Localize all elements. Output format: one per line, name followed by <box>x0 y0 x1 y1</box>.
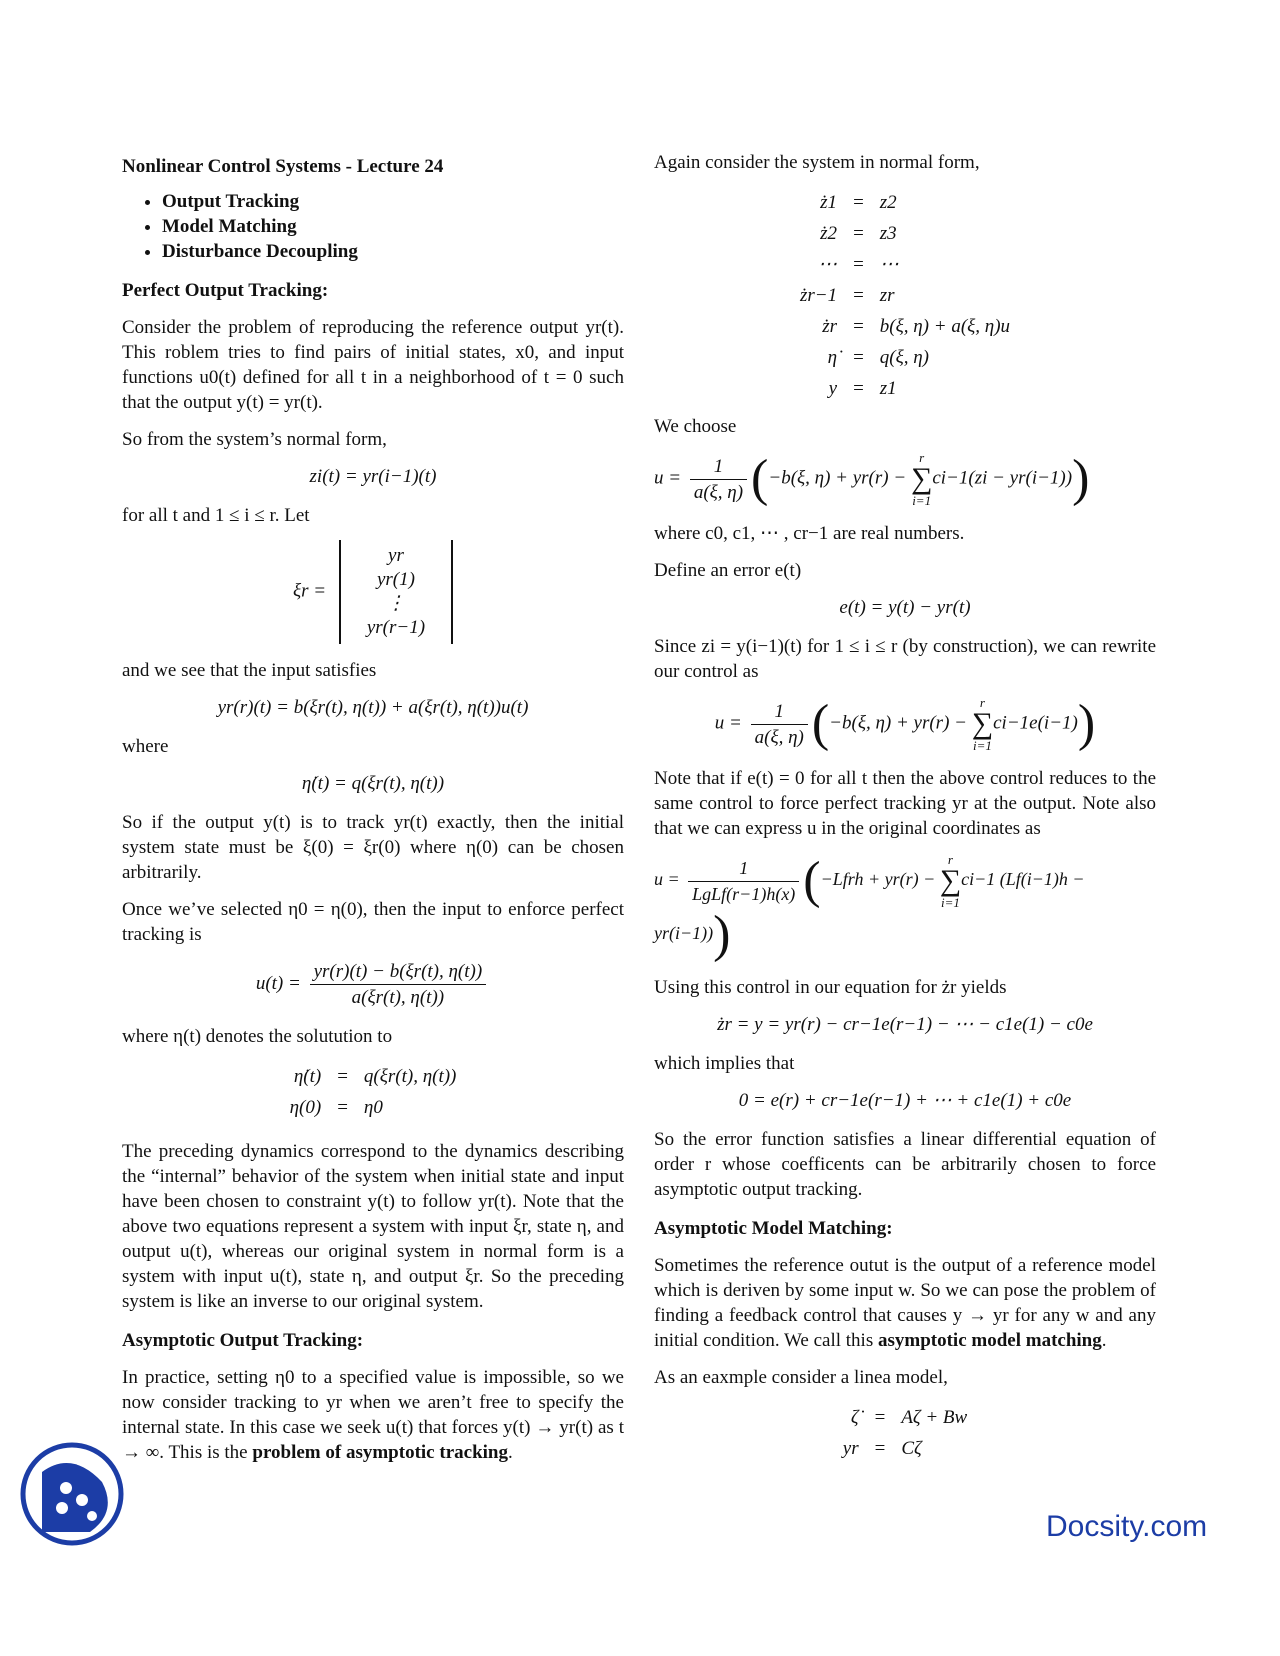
left-paren: ( <box>803 852 821 909</box>
eq-sign: = <box>874 1407 886 1428</box>
eq-sign: = <box>337 1066 348 1087</box>
eq-right: Cζ <box>901 1438 922 1459</box>
lecture-title: Nonlinear Control Systems - Lecture 24 <box>122 156 444 177</box>
topic-item: • Output Tracking <box>162 189 624 214</box>
control-law-equation <box>654 451 1156 507</box>
fraction <box>688 856 799 907</box>
denominator: a(ξ, η) <box>754 726 804 748</box>
paragraph <box>654 1253 1156 1353</box>
paragraph: Since zi = y(i−1)(t) for 1 ≤ i ≤ r (by construction), we can rewrite our control as <box>654 636 1156 682</box>
paragraph: and we see that the input satisfies <box>122 660 377 681</box>
paragraph: Define an error e(t) <box>654 560 802 581</box>
matrix-row: yr(r−1) <box>366 617 426 638</box>
equation-row <box>792 187 1018 218</box>
eq-lhs: u = <box>714 712 742 734</box>
paragraph: which implies that <box>654 1053 795 1074</box>
eq-sign: = <box>853 316 864 337</box>
eq-right: b(ξ, η) + a(ξ, η)u <box>879 316 1011 337</box>
equation: zi(t) = yr(i−1)(t) <box>309 466 437 487</box>
summation <box>972 696 993 752</box>
paragraph: Consider the problem of reproducing the reference output yr(t). This roblem tries to find pairs of initial states, x0, and input functions u0(t) defined for all t in a neighborhood of t = 0 such that the output y(t) = yr(t). <box>122 317 624 413</box>
eq-term: −Lfrh + yr(r) − <box>820 869 936 890</box>
denominator: a(ξr(t), η(t)) <box>351 987 445 1008</box>
eq-left: żr <box>822 316 838 337</box>
eq-sign: = <box>853 347 864 368</box>
eq-term: ci−1(zi − yr(i−1)) <box>932 467 1073 489</box>
numerator: yr(r)(t) − b(ξr(t), η(t)) <box>310 959 487 985</box>
paragraph: Note that if e(t) = 0 for all t then the above control reduces to the same control to force perfect tracking yr at the output. Note also that we can express u in the original coordinates as <box>654 768 1156 839</box>
eq-lhs: u(t) = <box>255 972 301 994</box>
docsity-brand[interactable]: Docsity.com <box>1046 1510 1208 1543</box>
left-paren: ( <box>811 695 830 752</box>
equation: żr = y = yr(r) − cr−1e(r−1) − ⋯ − c1e(1) − c0e <box>717 1014 1093 1035</box>
eq-right: zr <box>879 285 895 306</box>
paragraph: The preceding dynamics correspond to the dynamics describing the “internal” behavior of the system when initial state and input have been chosen to constraint y(t) to follow yr(t). Note that the above two equations represent a system with input ξr, state η, and output u(t), whereas our original system in normal form is a system with input u(t), state η, and output ξr. So the preceding system is like an inverse to our original system. <box>122 1141 624 1312</box>
paragraph: where c0, c1, ⋯ , cr−1 are real numbers. <box>654 523 965 544</box>
eq-right: q(ξr(t), η(t)) <box>363 1066 457 1087</box>
equation: 0 = e(r) + cr−1e(r−1) + ⋯ + c1e(1) + c0e <box>738 1090 1072 1111</box>
eq-left: ż2 <box>820 223 838 244</box>
paragraph-end: . <box>1101 1330 1107 1351</box>
sum-lower: i=1 <box>972 738 992 753</box>
equation-row <box>792 280 1018 311</box>
sum-lower: i=1 <box>941 895 960 910</box>
eq-sign: = <box>853 285 864 306</box>
eq-left: η̇(t) <box>293 1066 322 1087</box>
equation-row <box>835 1402 975 1433</box>
paragraph: We choose <box>654 416 737 437</box>
eq-sign: = <box>853 254 864 275</box>
eq-right: ⋯ <box>879 254 899 275</box>
equation: yr(r)(t) = b(ξr(t), η(t)) + a(ξr(t), η(t))u(t) <box>217 697 529 718</box>
topic-item: • Model Matching <box>162 214 624 239</box>
paragraph: for all t and 1 ≤ i ≤ r. Let <box>122 505 310 526</box>
sum-lower: i=1 <box>912 493 932 508</box>
linear-model-system <box>835 1402 975 1464</box>
denominator: a(ξ, η) <box>693 481 744 503</box>
equation-row <box>792 311 1018 342</box>
paragraph <box>122 1365 624 1465</box>
equation-row <box>282 1061 465 1092</box>
eq-right: q(ξ, η) <box>879 347 929 368</box>
sum-upper: r <box>919 450 925 465</box>
eq-right: Aζ + Bw <box>901 1407 968 1428</box>
paragraph: So if the output y(t) is to track yr(t) exactly, then the initial system state must be ξ(0) = ξr(0) where η(0) can be chosen arbitrarily. <box>122 812 624 883</box>
paragraph: As an eaxmple consider a linea model, <box>654 1367 948 1388</box>
eq-right: z1 <box>879 378 897 399</box>
sum-upper: r <box>979 695 985 710</box>
bold-term: asymptotic model matching <box>877 1330 1102 1351</box>
eq-left: yr <box>842 1438 859 1459</box>
equation-row <box>792 342 1018 373</box>
eq-sign: = <box>853 192 864 213</box>
rewritten-control-equation <box>654 696 1156 752</box>
section-heading: Asymptotic Output Tracking: <box>122 1330 364 1351</box>
eq-left: ⋯ <box>818 254 838 275</box>
numerator: 1 <box>688 856 799 882</box>
equation-row <box>792 373 1018 404</box>
normal-form-system <box>792 187 1018 404</box>
eq-left: ζ̇ <box>850 1407 859 1428</box>
equation-row <box>792 218 1018 249</box>
equation-row <box>282 1092 465 1123</box>
equation: e(t) = y(t) − yr(t) <box>839 597 971 618</box>
bold-term: problem of asymptotic tracking <box>252 1442 508 1463</box>
right-paren: ) <box>1072 450 1090 507</box>
eq-left: η(0) <box>289 1097 322 1118</box>
eq-left: η̇ <box>827 347 838 368</box>
eq-term: −b(ξ, η) + yr(r) − <box>768 467 907 489</box>
numerator: 1 <box>751 699 808 725</box>
summation <box>940 853 961 909</box>
fraction <box>751 699 808 750</box>
eq-left: żr−1 <box>799 285 838 306</box>
original-coordinates-control-equation <box>654 853 1156 961</box>
eq-term: −b(ξ, η) + yr(r) − <box>829 712 967 734</box>
eq-left: y <box>828 378 838 399</box>
xi-vector-equation <box>122 540 624 644</box>
eq-sign: = <box>874 1438 886 1459</box>
eq-term: ci−1e(i−1) <box>993 712 1078 734</box>
paragraph-end: . <box>507 1442 513 1463</box>
eq-lhs: u = <box>654 869 680 890</box>
xi-label: ξr = <box>292 580 327 602</box>
paragraph: Once we’ve selected η0 = η(0), then the input to enforce perfect tracking is <box>122 899 624 945</box>
internal-dynamics-system <box>282 1061 465 1123</box>
numerator: 1 <box>690 454 747 480</box>
left-column <box>122 150 624 1477</box>
equation-row <box>835 1433 975 1464</box>
eq-right: z2 <box>879 192 897 213</box>
section-heading: Perfect Output Tracking: <box>122 280 329 301</box>
equation: η̇(t) = q(ξr(t), η(t)) <box>301 773 445 794</box>
eq-right: z3 <box>879 223 897 244</box>
sigma-symbol: ∑ <box>971 707 994 740</box>
xi-matrix <box>339 540 453 644</box>
sum-upper: r <box>947 852 953 867</box>
matrix-row: yr <box>388 545 404 566</box>
sigma-symbol: ∑ <box>939 864 962 897</box>
fraction <box>690 454 747 505</box>
eq-sign: = <box>853 378 864 399</box>
summation <box>911 451 932 507</box>
right-paren: ) <box>1077 695 1096 752</box>
equation-row <box>792 249 1018 280</box>
paragraph: where <box>122 736 169 757</box>
eq-sign: = <box>337 1097 348 1118</box>
eq-lhs: u = <box>654 467 682 489</box>
paragraph-text: In practice, setting η0 to a specified value is impossible, so we now consider tracking to yr when we aren’t free to specify the internal state. In this case we seek u(t) that forces y(t) → yr(t) as t → ∞. This is the <box>122 1367 624 1463</box>
topic-item: • Disturbance Decoupling <box>162 239 624 264</box>
topic-list <box>122 189 624 264</box>
paragraph: Again consider the system in normal form, <box>654 152 980 173</box>
matrix-row: yr(1) <box>376 569 415 590</box>
right-column <box>654 150 1156 1480</box>
paragraph: Using this control in our equation for żr yields <box>654 977 1007 998</box>
sigma-symbol: ∑ <box>910 462 933 495</box>
input-equation <box>122 959 624 1010</box>
right-paren: ) <box>713 906 731 963</box>
eq-left: ż1 <box>820 192 838 213</box>
eq-term: ci−1 (Lf(i−1)h − yr(i−1)) <box>654 869 1085 944</box>
paragraph: So from the system’s normal form, <box>122 429 387 450</box>
eq-sign: = <box>853 223 864 244</box>
matrix-row: ⋮ <box>386 593 406 614</box>
eq-right: η0 <box>363 1097 383 1118</box>
paragraph: where η(t) denotes the solutution to <box>122 1026 393 1047</box>
section-heading: Asymptotic Model Matching: <box>654 1218 893 1239</box>
denominator: LgLf(r−1)h(x) <box>692 883 796 904</box>
paragraph-text: Sometimes the reference outut is the output of a reference model which is deriven by some input w. So we can pose the problem of finding a feedback control that causes y → yr for any w and any initial condition. We call this <box>654 1255 1156 1351</box>
paragraph: So the error function satisfies a linear differential equation of order r whose coefficents can be arbitrarily chosen to force asymptotic output tracking. <box>654 1129 1156 1200</box>
fraction <box>310 959 487 1010</box>
docsity-logo-icon <box>20 1442 124 1546</box>
left-paren: ( <box>751 450 769 507</box>
